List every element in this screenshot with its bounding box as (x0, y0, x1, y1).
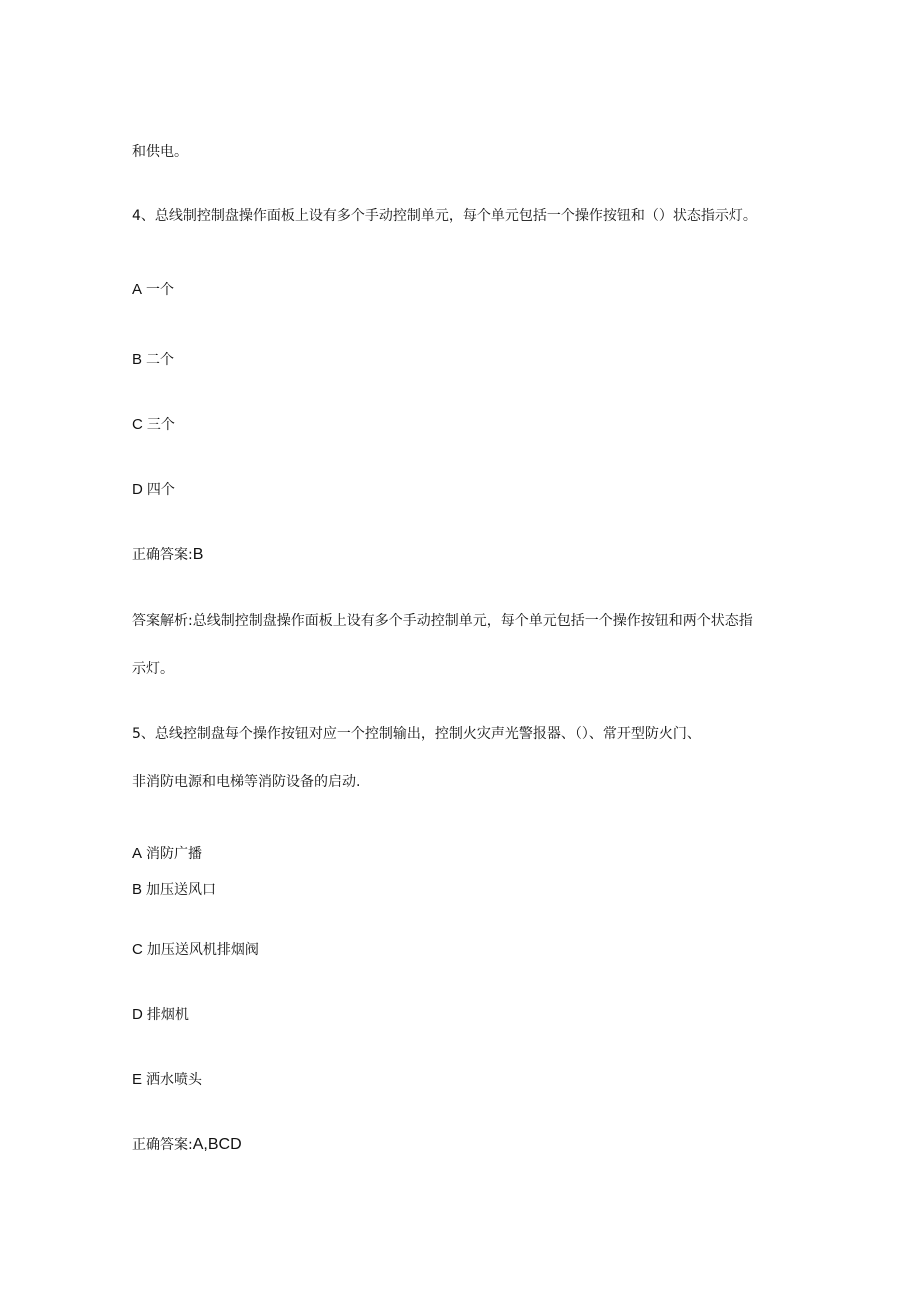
q4-option-d (132, 481, 175, 499)
answer-value: A,BCD (192, 1136, 242, 1153)
option-letter: B (132, 351, 143, 368)
q5-option-b (132, 881, 216, 899)
option-text: 加压送风口 (146, 882, 217, 898)
question-5-stem-line-1: 5、总线控制盘每个操作按钮对应一个控制输出，控制火灾声光警报器、（）、常开型防火门、 (132, 726, 701, 742)
option-text: 一个 (146, 282, 175, 298)
question-5-stem-line-2: 非消防电源和电梯等消防设备的启动. (132, 774, 361, 790)
q4-option-b (132, 351, 174, 369)
answer-label: 正确答案: (132, 547, 193, 563)
q4-option-a (132, 281, 174, 299)
option-text: 四个 (146, 482, 175, 498)
q5-option-e (132, 1071, 202, 1089)
option-letter: B (132, 881, 143, 898)
answer-label: 正确答案: (132, 1137, 193, 1153)
q4-analysis-line-1: 答案解析:总线制控制盘操作面板上设有多个手动控制单元，每个单元包括一个操作按钮和两个状态指 (132, 613, 753, 629)
option-text: 三个 (146, 417, 175, 433)
option-text: 二个 (146, 352, 175, 368)
question-4-stem: 4、总线制控制盘操作面板上设有多个手动控制单元，每个单元包括一个操作按钮和（）状态指示灯。 (132, 208, 757, 224)
option-text: 加压送风机排烟阀 (146, 942, 259, 958)
q5-option-a (132, 845, 202, 863)
q5-correct-answer (132, 1136, 242, 1154)
q4-option-c (132, 416, 175, 434)
q5-option-d (132, 1006, 189, 1024)
option-letter: E (132, 1071, 143, 1088)
option-letter: D (132, 1006, 143, 1023)
option-text: 消防广播 (146, 846, 203, 862)
option-text: 洒水喷头 (146, 1072, 203, 1088)
option-letter: A (132, 281, 143, 298)
q5-option-c (132, 941, 259, 959)
option-text: 排烟机 (146, 1007, 189, 1023)
q4-analysis-line-2: 示灯。 (132, 661, 174, 677)
option-letter: D (132, 481, 143, 498)
option-letter: C (132, 416, 143, 433)
q4-correct-answer (132, 546, 203, 564)
prev-question-tail: 和供电。 (132, 144, 188, 160)
option-letter: C (132, 941, 143, 958)
option-letter: A (132, 845, 143, 862)
answer-value: B (192, 546, 204, 563)
